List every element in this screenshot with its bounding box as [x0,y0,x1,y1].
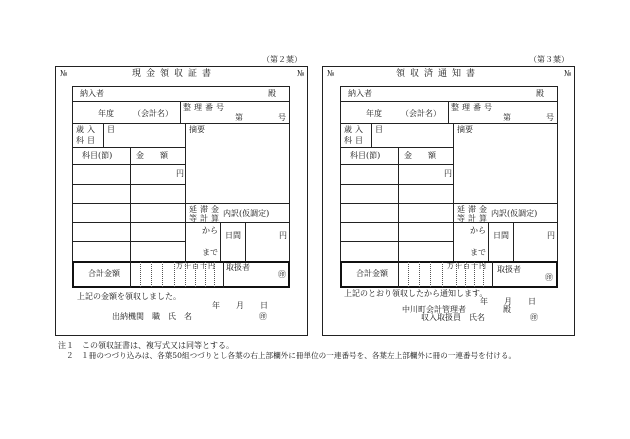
left-agency: 出納機関 職 氏 名 [112,312,192,321]
left-stamp-icon: ㊞ [259,312,267,321]
left-nissu: 日間 [225,231,241,240]
right-toriatsukai: 取扱者 [497,265,521,274]
left-made: まで [202,248,218,257]
left-kara: から [202,226,218,235]
note-2: ２ １冊のつづり込みは、各葉50組つづりとし各葉の右上部欄外に冊単位の一連番号を、各葉左上部欄外に冊の一連番号を付ける。 [66,351,517,360]
left-uchiwake: 内訳(仮調定) [223,209,270,218]
right-entai1: 延滞金 [457,205,490,214]
right-en: 円 [444,169,452,178]
right-date: 年 月 日 [480,297,536,306]
left-sainyu2: 科目 [76,136,98,145]
left-payer-label: 納入者 [80,89,104,98]
left-date: 年 月 日 [212,301,268,310]
right-kamoku-setsu: 科目(節) [350,151,381,160]
right-notified: 上記のとおり領収したから通知します。 [344,289,488,298]
right-nissu: 日間 [493,231,509,240]
right-dai: 第 [503,113,511,122]
left-dono: 殿 [268,89,276,98]
right-tekiyo: 摘要 [457,125,473,134]
left-nendo: 年度 [98,109,114,118]
right-gokei: 合計金額 [356,269,388,278]
left-moku: 目 [107,125,115,134]
right-stamp-icon: ㊞ [530,313,538,322]
left-gokei: 合計金額 [88,269,120,278]
left-en2: 円 [279,231,287,240]
left-gou: 号 [278,113,286,122]
right-moku: 目 [375,125,383,134]
right-title: 領収済通知書 [396,69,481,79]
right-sainyu1: 歳入 [344,125,366,134]
left-kamoku-setsu: 科目(節) [82,151,113,160]
left-kaikei: （会計名） [133,109,173,118]
left-entai1: 延滞金 [189,205,222,214]
left-title: 現金領収証書 [132,69,217,79]
left-dai: 第 [235,113,243,122]
right-sheet-label: （第３葉） [529,55,569,64]
note-1: 注１ この領収証書は、複写式又は同等とする。 [58,341,234,350]
right-gou: 号 [546,113,554,122]
right-dono: 殿 [536,89,544,98]
right-digits: 万千百十円 [447,262,487,270]
left-kingaku: 金 額 [136,151,168,160]
right-sainyu2: 科目 [344,136,366,145]
left-seiri-label: 整理番号 [183,103,227,112]
left-tekiyo: 摘要 [189,125,205,134]
left-sainyu1: 歳入 [76,125,98,134]
right-no-left: № [327,69,335,78]
right-entai2: 等計算 [457,214,490,223]
left-toriatsukai: 取扱者 [226,263,250,272]
right-nendo: 年度 [366,109,382,118]
right-dono2: 殿 [503,305,511,314]
right-manager: 中川町会計管理者 [402,305,466,314]
right-uchiwake: 内訳(仮調定) [491,209,538,218]
left-no-right: № [297,69,305,78]
right-seal-icon: ㊞ [545,273,553,282]
right-kara: から [470,226,486,235]
left-entai2: 等計算 [189,214,222,223]
right-kaikei: （会計名） [401,109,441,118]
left-no-left: № [60,69,68,78]
right-made: まで [470,248,486,257]
left-received: 上記の金額を領収しました。 [77,292,181,301]
right-payer-label: 納入者 [348,89,372,98]
left-seal-icon: ㊞ [278,270,286,279]
right-en2: 円 [547,231,555,240]
left-en: 円 [176,169,184,178]
right-collector: 収入取扱員 氏名 [421,313,485,322]
right-kingaku: 金 額 [404,151,436,160]
right-no-right: № [564,69,572,78]
left-sheet-label: （第２葉） [262,55,302,64]
left-digits: 万千百十円 [176,262,216,270]
right-seiri-label: 整理番号 [451,103,495,112]
